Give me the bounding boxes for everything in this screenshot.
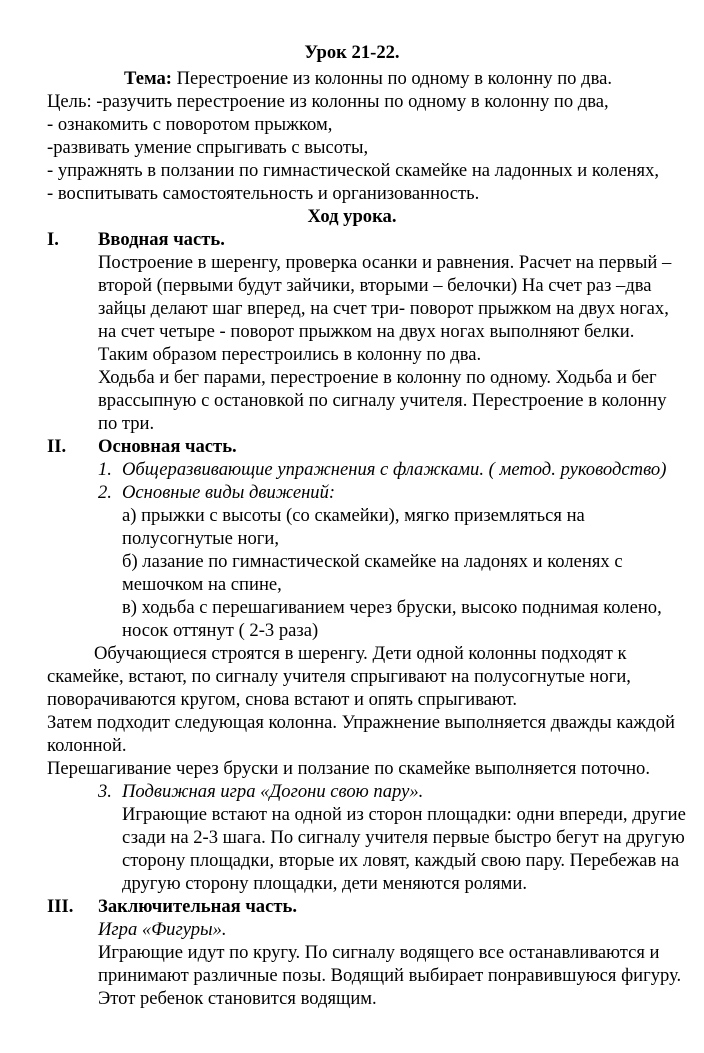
game-line: другую сторону площадки, дети меняются ролями. xyxy=(122,873,527,894)
section-title: Основная часть. xyxy=(98,436,237,457)
section-title: Вводная часть. xyxy=(98,229,225,250)
section-text-line: по три. xyxy=(98,413,155,434)
game-line: сзади на 2-3 шага. По сигналу учителя первые быстро бегут на другую xyxy=(122,827,685,848)
paragraph-line: Затем подходит следующая колонна. Упражнение выполняется дважды каждой xyxy=(47,712,675,733)
paragraph-line: колонной. xyxy=(47,735,127,756)
list-number: 1. xyxy=(98,459,112,480)
section-text-line: Таким образом перестроились в колонну по два. xyxy=(98,344,482,365)
lesson-title: Урок 21-22. xyxy=(304,42,400,63)
section-text-line: принимают различные позы. Водящий выбирает понравившуюся фигуру. xyxy=(98,965,682,986)
topic-label: Тема: xyxy=(124,68,172,89)
movement-line: а) прыжки с высоты (со скамейки), мягко приземляться на xyxy=(122,505,585,526)
goal-line: Цель: -разучить перестроение из колонны по одному в колонну по два, xyxy=(47,91,609,112)
section-text-line: Этот ребенок становится водящим. xyxy=(98,988,377,1009)
section-numeral: II. xyxy=(47,436,67,457)
section-title: Заключительная часть. xyxy=(98,896,297,917)
movement-line: полусогнутые ноги, xyxy=(122,528,279,549)
lesson-heading: Ход урока. xyxy=(307,206,397,227)
section-numeral: III. xyxy=(47,896,74,917)
list-item-text: Основные виды движений: xyxy=(122,482,336,503)
game-line: Играющие встают на одной из сторон площадки: одни впереди, другие xyxy=(122,804,686,825)
section-text-line: Построение в шеренгу, проверка осанки и равнения. Расчет на первый – xyxy=(98,252,672,273)
section-text-line: Ходьба и бег парами, перестроение в колонну по одному. Ходьба и бег xyxy=(98,367,657,388)
section-numeral: I. xyxy=(47,229,59,250)
paragraph-line: скамейке, встают, по сигналу учителя спрыгивают на полусогнутые ноги, xyxy=(47,666,631,687)
list-item-text: Подвижная игра «Догони свою пару». xyxy=(122,781,424,802)
movement-line: носок оттянут ( 2-3 раза) xyxy=(122,620,319,641)
paragraph-line: Обучающиеся строятся в шеренгу. Дети одной колонны подходят к xyxy=(94,643,627,664)
topic-text: Перестроение из колонны по одному в колонну по два. xyxy=(171,68,613,89)
section-text-line: Играющие идут по кругу. По сигналу водящего все останавливаются и xyxy=(98,942,660,963)
list-number: 3. xyxy=(98,781,112,802)
goal-line: - упражнять в ползании по гимнастической скамейке на ладонных и коленях, xyxy=(47,160,660,181)
goal-line: -развивать умение спрыгивать с высоты, xyxy=(47,137,369,158)
paragraph-line: Перешагивание через бруски и ползание по скамейке выполняется поточно. xyxy=(47,758,650,779)
section-text-line: на счет четыре - поворот прыжком на двух ногах выполняют белки. xyxy=(98,321,635,342)
movement-line: мешочком на спине, xyxy=(122,574,282,595)
section-text-line: второй (первыми будут зайчики, вторыми – белочки) На счет раз –два xyxy=(98,275,652,296)
section-text-line: зайцы делают шаг вперед, на счет три- поворот прыжком на двух ногах, xyxy=(98,298,669,319)
goal-line: - ознакомить с поворотом прыжком, xyxy=(47,114,333,135)
goal-line: - воспитывать самостоятельность и организованность. xyxy=(47,183,480,204)
movement-line: в) ходьба с перешагиванием через бруски, высоко поднимая колено, xyxy=(122,597,662,618)
paragraph-line: поворачиваются кругом, снова встают и опять спрыгивают. xyxy=(47,689,518,710)
game-title: Игра «Фигуры». xyxy=(98,919,227,940)
list-item-text: Общеразвивающие упражнения с флажками. ( метод. руководство) xyxy=(122,459,667,480)
list-number: 2. xyxy=(98,482,112,503)
section-text-line: врассыпную с остановкой по сигналу учителя. Перестроение в колонну xyxy=(98,390,667,411)
lesson-topic xyxy=(124,68,612,90)
game-line: сторону площадки, вторые их ловят, каждый свою пару. Перебежав на xyxy=(122,850,680,871)
movement-line: б) лазание по гимнастической скамейке на ладонях и коленях с xyxy=(122,551,623,572)
